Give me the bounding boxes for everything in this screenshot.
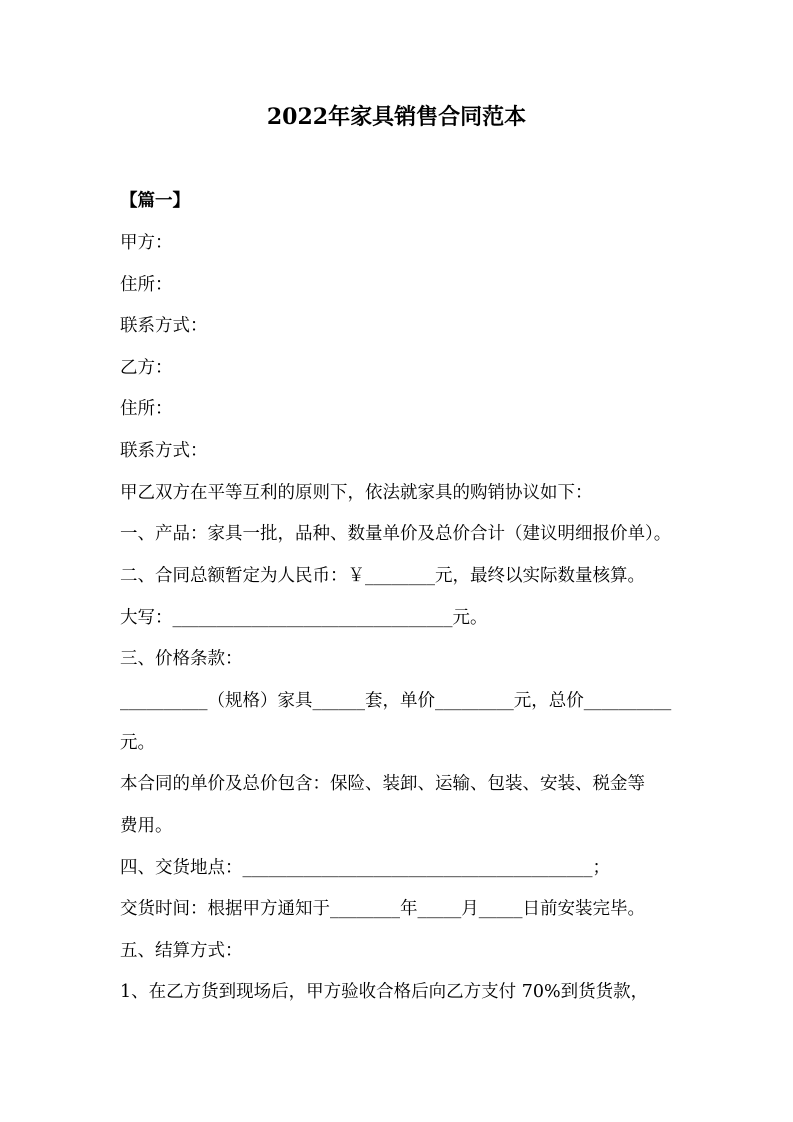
clause-settlement-heading: 五、结算方式： (120, 941, 243, 961)
party-a-contact: 联系方式： (120, 316, 208, 336)
party-b-contact: 联系方式： (120, 441, 208, 461)
preamble-paragraph: 甲乙双方在平等互利的原则下，依法就家具的购销协议如下： (120, 483, 593, 503)
clause-product: 一、产品：家具一批，品种、数量单价及总价合计（建议明细报价单）。 (120, 524, 672, 544)
price-inclusion-paragraph-cont: 费用。 (120, 816, 173, 836)
clause-delivery-location: 四、交货地点：________________________________________； (120, 858, 610, 878)
party-b-address: 住所： (120, 399, 173, 419)
section-heading: 【篇一】 (120, 191, 190, 211)
party-a-label: 甲方： (120, 233, 173, 253)
amount-in-words: 大写：________________________________元。 (120, 608, 488, 628)
clause-total-amount: 二、合同总额暂定为人民币：￥________元，最终以实际数量核算。 (120, 566, 645, 586)
party-b-label: 乙方： (120, 358, 173, 378)
price-inclusion-paragraph: 本合同的单价及总价包含：保险、装卸、运输、包装、安装、税金等 (120, 774, 645, 794)
settlement-item-1: 1、在乙方货到现场后，甲方验收合格后向乙方支付 70%到货货款， (120, 982, 649, 1002)
clause-price-heading: 三、价格条款： (120, 649, 243, 669)
price-detail-line: __________（规格）家具______套，单价_________元，总价__________ (120, 691, 672, 711)
price-detail-line-cont: 元。 (120, 733, 155, 753)
delivery-time: 交货时间：根据甲方通知于________年_____月_____日前安装完毕。 (120, 899, 645, 919)
party-a-address: 住所： (120, 275, 173, 295)
document-title: 2022年家具销售合同范本 (266, 104, 527, 130)
